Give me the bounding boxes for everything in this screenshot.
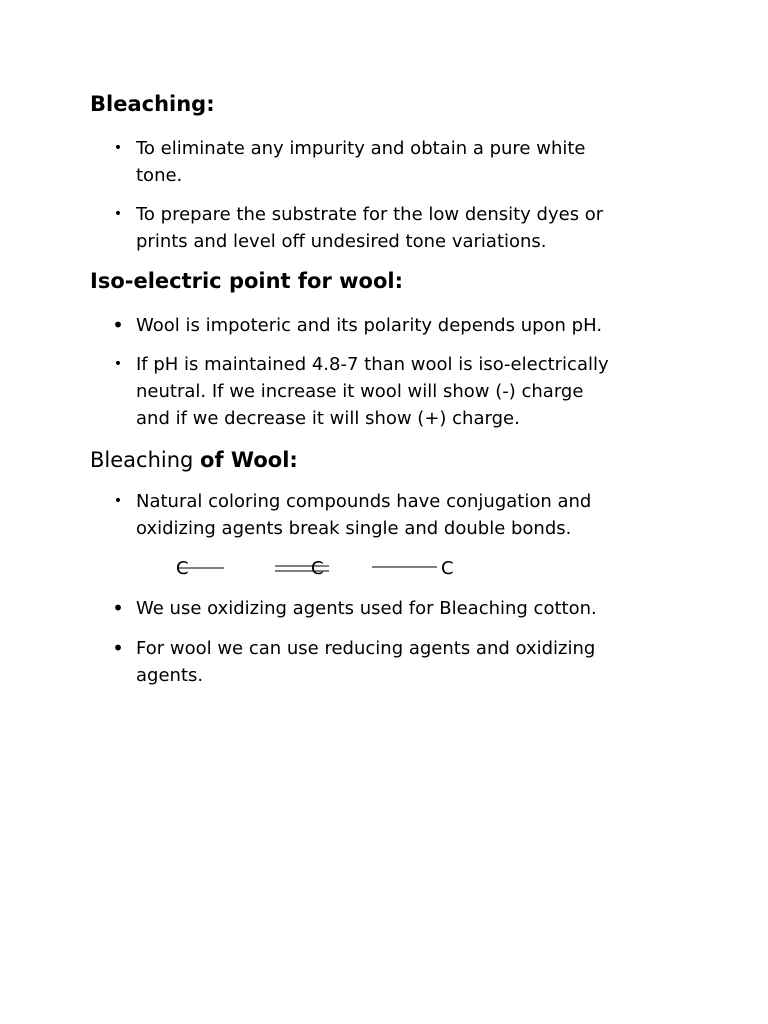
list-item-line: tone. (136, 165, 183, 186)
list-item-line: To prepare the substrate for the low density dyes or (136, 204, 604, 225)
list-item (112, 635, 696, 689)
bullet-icon: • (112, 596, 124, 620)
list-item-line: To eliminate any impurity and obtain a pure white (136, 138, 586, 159)
list-item (112, 312, 696, 339)
list-item-line: We use oxidizing agents used for Bleaching cotton. (136, 598, 597, 619)
carbon-atom-label: C (176, 558, 189, 579)
list-item (113, 201, 696, 255)
list-item-line: Wool is impoteric and its polarity depends upon pH. (136, 315, 603, 336)
list-item-line: neutral. If we increase it wool will show (-) charge (136, 381, 584, 402)
bullet-icon: • (113, 356, 123, 372)
bullet-icon: • (113, 206, 123, 222)
list-item (113, 488, 696, 542)
list-item (113, 351, 696, 432)
heading-iso-electric-point: Iso-electric point for wool: (90, 269, 403, 293)
bullet-icon: • (113, 140, 123, 156)
heading-bold-part: of Wool: (200, 448, 298, 472)
carbon-atom-label: C (441, 558, 454, 579)
list-item-line: For wool we can use reducing agents and oxidizing (136, 638, 596, 659)
list-item-line: Natural coloring compounds have conjugation and (136, 491, 592, 512)
list-item-line: and if we decrease it will show (+) charge. (136, 408, 520, 429)
list-item-line: prints and level off undesired tone variations. (136, 231, 547, 252)
bullet-icon: • (113, 493, 123, 509)
list-item (113, 135, 696, 189)
heading-bleaching-of-wool (90, 446, 298, 474)
list-item-line: oxidizing agents break single and double bonds. (136, 518, 572, 539)
heading-bleaching: Bleaching: (90, 92, 215, 116)
list-item-line: agents. (136, 665, 204, 686)
list-item (112, 595, 696, 622)
list-item-line: If pH is maintained 4.8-7 than wool is iso-electrically (136, 354, 609, 375)
bullet-icon: • (112, 313, 124, 337)
bullet-icon: • (112, 636, 124, 660)
heading-plain-part: Bleaching (90, 448, 201, 472)
carbon-atom-label: C (311, 558, 324, 579)
